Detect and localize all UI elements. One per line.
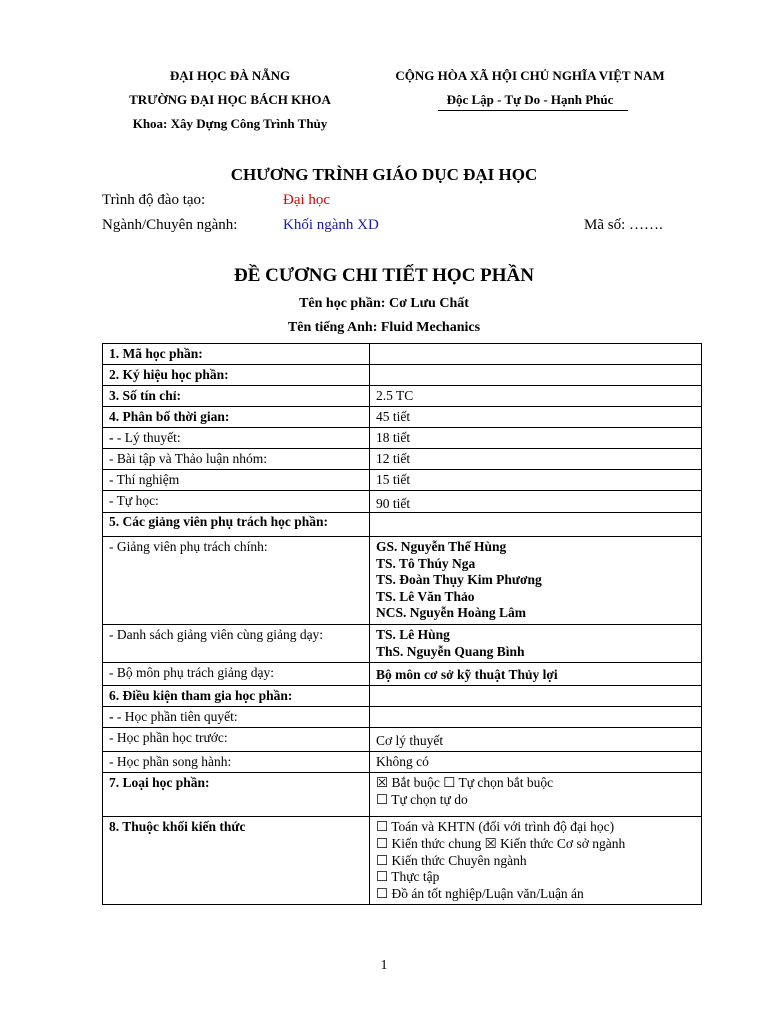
school-name: TRƯỜNG ĐẠI HỌC BÁCH KHOA	[129, 92, 331, 107]
lecturer-name: TS. Tô Thúy Nga	[376, 555, 476, 571]
table-row	[103, 624, 702, 662]
outline-title: ĐỀ CƯƠNG CHI TIẾT HỌC PHẦN	[234, 265, 534, 286]
prerequisites-label: 6. Điều kiện tham gia học phần:	[103, 686, 370, 707]
exercise-label: - Bài tập và Thảo luận nhóm:	[103, 449, 370, 470]
major-value: Khối ngành XD	[283, 217, 379, 233]
prerequisite-course-value	[370, 707, 702, 728]
table-row	[103, 407, 702, 428]
knowledge-checkbox-line[interactable]: ☐ Kiến thức Chuyên ngành	[376, 852, 527, 868]
knowledge-checkbox-line[interactable]: ☐ Thực tập	[376, 869, 440, 885]
university-name: ĐẠI HỌC ĐÀ NẴNG	[169, 68, 291, 83]
co-lecturer-list	[370, 624, 702, 662]
knowledge-checkbox-line[interactable]: ☐ Đồ án tốt nghiệp/Luận văn/Luận án	[376, 885, 584, 901]
exercise-value: 12 tiết	[370, 449, 702, 470]
lab-value: 15 tiết	[370, 470, 702, 491]
table-row	[103, 491, 702, 513]
lecturer-name: TS. Lê Hùng	[376, 626, 450, 642]
motto: Độc Lập - Tự Do - Hạnh Phúc	[446, 92, 614, 107]
course-symbol-value	[370, 365, 702, 386]
table-row	[103, 365, 702, 386]
table-row	[103, 386, 702, 407]
faculty-name: Khoa: Xây Dựng Công Trình Thủy	[132, 116, 328, 131]
table-row	[103, 707, 702, 728]
lecturer-name: TS. Lê Văn Thảo	[376, 588, 475, 604]
department-label: - Bộ môn phụ trách giảng dạy:	[103, 663, 370, 686]
table-row	[103, 752, 702, 773]
knowledge-block-options	[370, 817, 702, 905]
course-type-checkbox-line[interactable]: ☒ Bắt buộc ☐ Tự chọn bắt buộc	[376, 775, 554, 791]
prior-course-label: - Học phần học trước:	[103, 728, 370, 752]
table-row	[103, 817, 702, 905]
table-row	[103, 773, 702, 817]
co-lecturer-label: - Danh sách giảng viên cùng giảng dạy:	[103, 624, 370, 662]
main-lecturer-list	[370, 537, 702, 625]
course-type-label: 7. Loại học phần:	[103, 773, 370, 817]
lecturer-name: ThS. Nguyễn Quang Bình	[376, 643, 525, 659]
parallel-course-value: Không có	[370, 752, 702, 773]
parallel-course-label: - Học phần song hành:	[103, 752, 370, 773]
syllabus-table	[102, 343, 702, 905]
code-label: Mã số: …….	[584, 217, 663, 233]
table-row	[103, 428, 702, 449]
program-title: CHƯƠNG TRÌNH GIÁO DỤC ĐẠI HỌC	[230, 165, 538, 184]
lecturers-value	[370, 513, 702, 537]
department-value: Bộ môn cơ sở kỹ thuật Thủy lợi	[370, 663, 702, 686]
main-lecturer-label: - Giảng viên phụ trách chính:	[103, 537, 370, 625]
prior-course-value: Cơ lý thuyết	[370, 728, 702, 752]
level-label: Trình độ đào tạo:	[102, 192, 206, 208]
course-symbol-label: 2. Ký hiệu học phần:	[103, 365, 370, 386]
course-name-en: Tên tiếng Anh: Fluid Mechanics	[287, 320, 481, 335]
table-row	[103, 728, 702, 752]
country-name: CỘNG HÒA XÃ HỘI CHỦ NGHĨA VIỆT NAM	[395, 68, 665, 83]
table-row	[103, 470, 702, 491]
self-study-value: 90 tiết	[370, 491, 702, 513]
course-code-value	[370, 344, 702, 365]
table-row	[103, 513, 702, 537]
course-name: Tên học phần: Cơ Lưu Chất	[299, 296, 469, 311]
theory-value: 18 tiết	[370, 428, 702, 449]
table-row	[103, 344, 702, 365]
lecturer-name: TS. Đoàn Thụy Kim Phương	[376, 572, 542, 588]
table-row	[103, 537, 702, 625]
self-study-label: - Tự học:	[103, 491, 370, 513]
prerequisite-course-label: - - Học phần tiên quyết:	[103, 707, 370, 728]
time-allocation-value: 45 tiết	[370, 407, 702, 428]
course-type-checkbox-line[interactable]: ☐ Tự chọn tự do	[376, 791, 468, 807]
theory-label: - - Lý thuyết:	[103, 428, 370, 449]
course-type-options	[370, 773, 702, 817]
level-value: Đại học	[283, 192, 331, 208]
prerequisites-value	[370, 686, 702, 707]
lecturer-name: GS. Nguyễn Thế Hùng	[376, 539, 507, 554]
knowledge-block-label: 8. Thuộc khối kiến thức	[103, 817, 370, 905]
credits-value: 2.5 TC	[370, 386, 702, 407]
lecturer-name: NCS. Nguyễn Hoàng Lâm	[376, 605, 527, 621]
course-code-label: 1. Mã học phần:	[103, 344, 370, 365]
credits-label: 3. Số tín chỉ:	[103, 386, 370, 407]
major-label: Ngành/Chuyên ngành:	[102, 217, 238, 233]
knowledge-checkbox-line[interactable]: ☐ Kiến thức chung ☒ Kiến thức Cơ sở ngành	[376, 835, 626, 851]
table-row	[103, 663, 702, 686]
table-row	[103, 686, 702, 707]
motto-underline	[438, 110, 628, 111]
lecturers-label: 5. Các giảng viên phụ trách học phần:	[103, 513, 370, 537]
knowledge-checkbox-line[interactable]: ☐ Toán và KHTN (đối với trình độ đại học)	[376, 819, 615, 835]
lab-label: - Thí nghiệm	[103, 470, 370, 491]
time-allocation-label: 4. Phân bố thời gian:	[103, 407, 370, 428]
page-number: 1	[380, 958, 388, 973]
table-row	[103, 449, 702, 470]
